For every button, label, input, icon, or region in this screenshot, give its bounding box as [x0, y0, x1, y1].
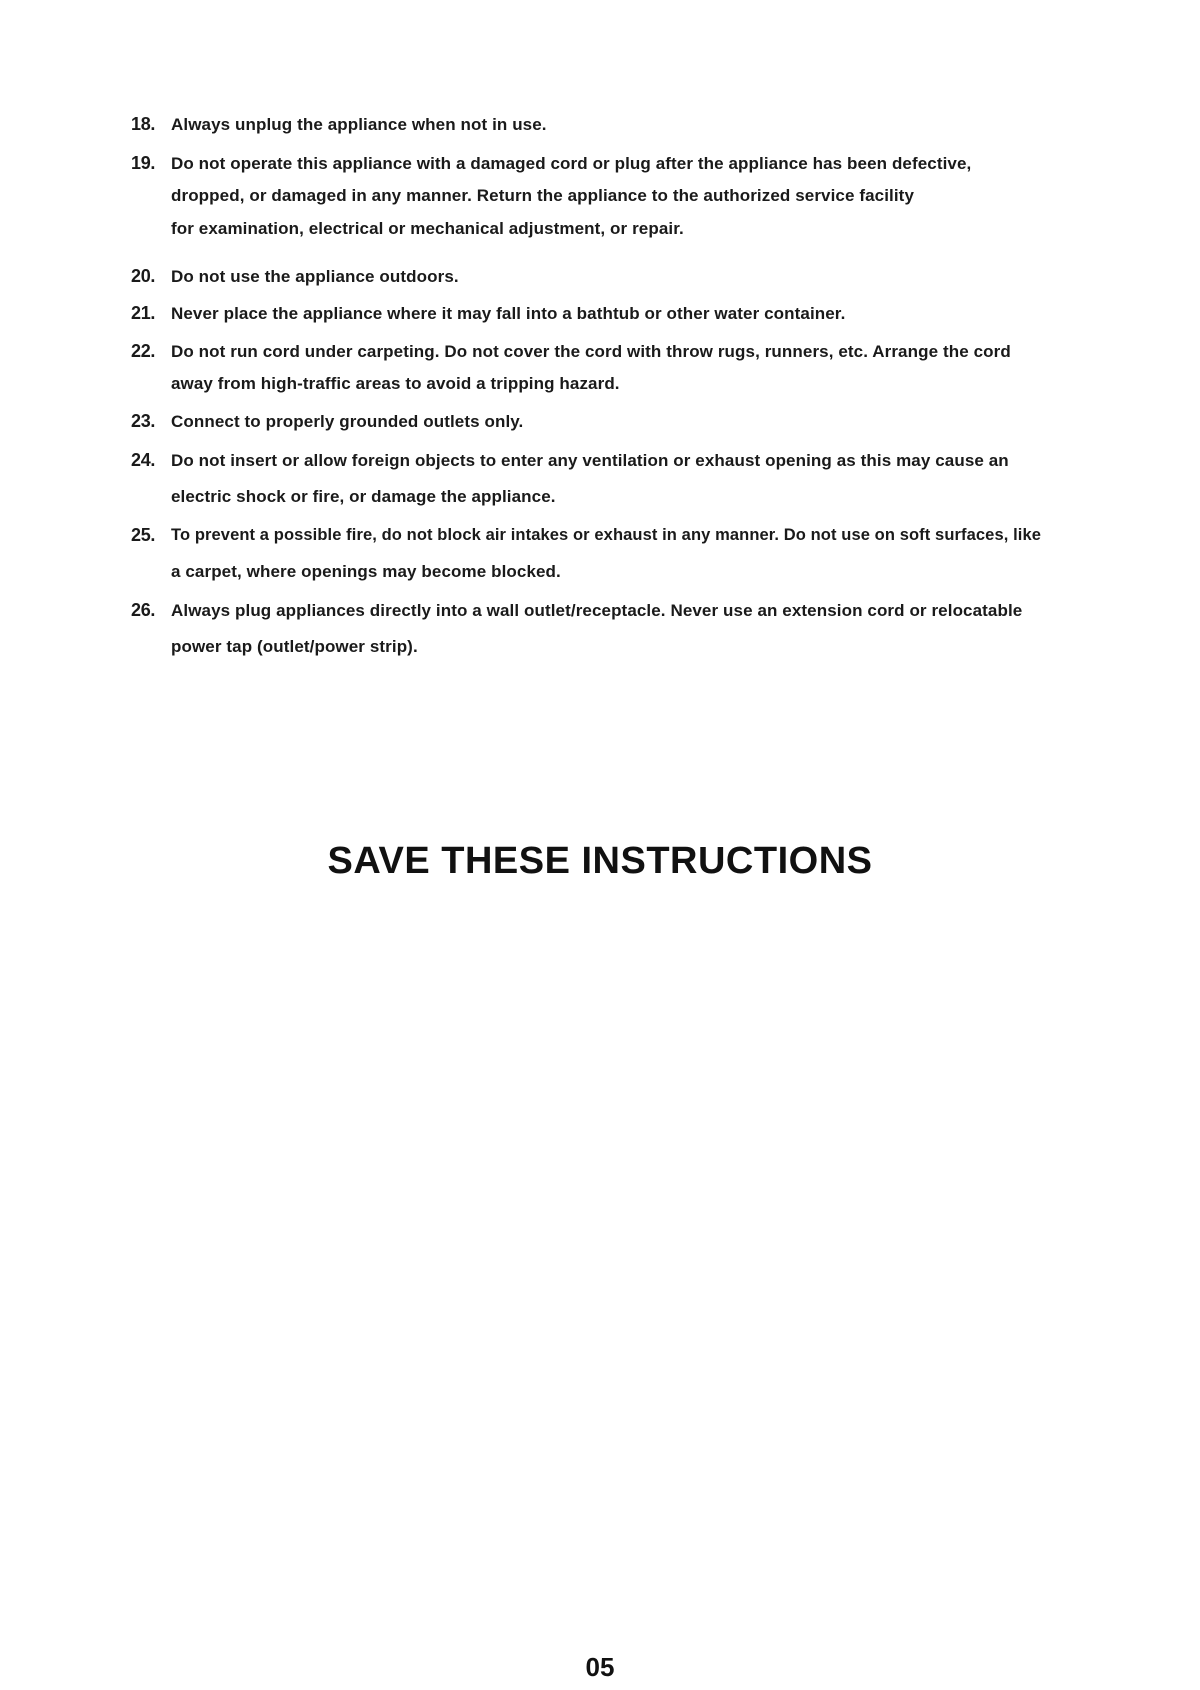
- instruction-text: for examination, electrical or mechanical adjustment, or repair.: [171, 219, 684, 238]
- instruction-number: 22.: [131, 341, 156, 361]
- instruction-text: To prevent a possible fire, do not block air intakes or exhaust in any manner. Do not use on soft surfaces, like: [171, 526, 1042, 544]
- instruction-number: 26.: [131, 600, 156, 620]
- instruction-text: Never place the appliance where it may fall into a bathtub or other water container.: [171, 304, 846, 323]
- safety-instruction-list: [0, 0, 1200, 700]
- instruction-text: Always unplug the appliance when not in use.: [171, 115, 547, 134]
- instruction-text: Do not insert or allow foreign objects to enter any ventilation or exhaust opening as this may cause an: [171, 451, 1009, 470]
- instruction-text: Always plug appliances directly into a wall outlet/receptacle. Never use an extension cord or relocatable: [171, 601, 1023, 620]
- page-number: 05: [585, 1652, 615, 1682]
- instruction-text: a carpet, where openings may become blocked.: [171, 562, 561, 581]
- instruction-number: 20.: [131, 266, 156, 286]
- instruction-number: 25.: [131, 525, 156, 545]
- instruction-text: away from high-traffic areas to avoid a tripping hazard.: [171, 374, 620, 393]
- instruction-number: 21.: [131, 303, 156, 323]
- save-instructions-heading: SAVE THESE INSTRUCTIONS: [327, 840, 873, 882]
- instruction-number: 19.: [131, 153, 156, 173]
- instruction-text: Do not run cord under carpeting. Do not cover the cord with throw rugs, runners, etc. Arrange the cord: [171, 342, 1011, 361]
- instruction-number: 23.: [131, 411, 156, 431]
- instruction-number: 24.: [131, 450, 156, 470]
- instruction-text: Do not use the appliance outdoors.: [171, 267, 459, 286]
- instruction-text: electric shock or fire, or damage the appliance.: [171, 487, 556, 506]
- instruction-number: 18.: [131, 114, 156, 134]
- instruction-text: power tap (outlet/power strip).: [171, 637, 418, 656]
- instruction-text: Connect to properly grounded outlets only.: [171, 412, 524, 431]
- instruction-text: dropped, or damaged in any manner. Return the appliance to the authorized service facility: [171, 186, 914, 205]
- instruction-text: Do not operate this appliance with a damaged cord or plug after the appliance has been defective,: [171, 154, 972, 173]
